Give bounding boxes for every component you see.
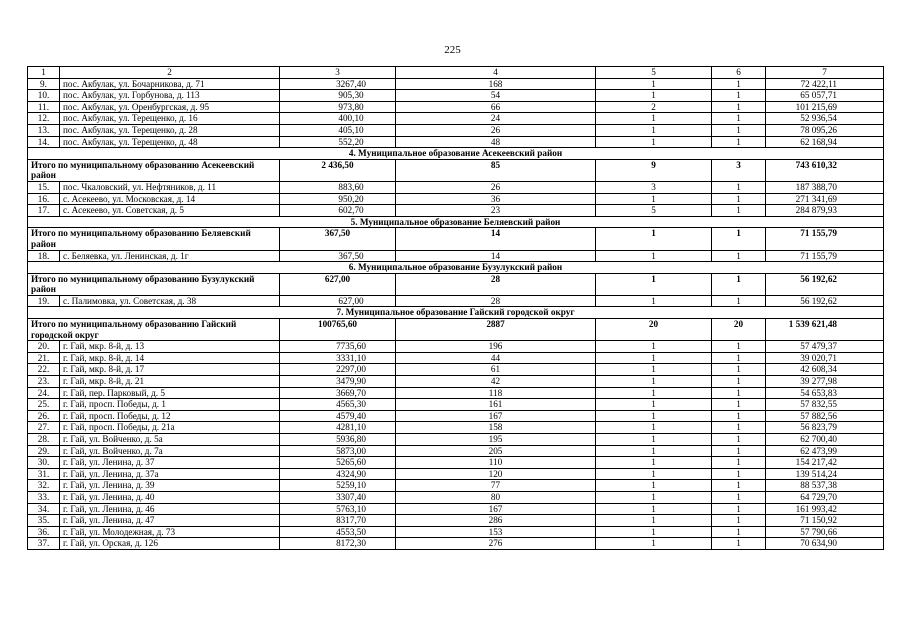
- area-cell: 8172,30: [280, 538, 396, 550]
- area-cell: 3331,10: [280, 352, 396, 364]
- table-row: [28, 78, 884, 90]
- lifts-cell: 5: [596, 205, 712, 217]
- count-cell: 1: [712, 341, 766, 353]
- table-row: [28, 341, 884, 353]
- cost-cell: 284 879,93: [766, 205, 884, 217]
- cost-cell: 271 341,69: [766, 193, 884, 205]
- total-lifts: 1: [596, 228, 712, 250]
- address-cell: пос. Акбулак, ул. Бочарникова, д. 71: [60, 78, 280, 90]
- cost-cell: 187 388,70: [766, 181, 884, 193]
- address-cell: г. Гай, ул. Ленина, д. 40: [60, 491, 280, 503]
- row-number-cell: 9.: [28, 78, 60, 90]
- count-cell: 1: [712, 434, 766, 446]
- lifts-cell: 3: [596, 181, 712, 193]
- lifts-cell: 1: [596, 457, 712, 469]
- address-cell: г. Гай, пер. Парковый, д. 5: [60, 387, 280, 399]
- area-cell: 905,30: [280, 90, 396, 102]
- lifts-cell: 1: [596, 90, 712, 102]
- column-header: 4: [396, 67, 596, 79]
- area-cell: 3669,70: [280, 387, 396, 399]
- table-row: [28, 250, 884, 262]
- lifts-cell: 1: [596, 124, 712, 136]
- table-row: [28, 376, 884, 388]
- cost-cell: 56 192,62: [766, 295, 884, 307]
- cost-cell: 71 155,79: [766, 250, 884, 262]
- residents-cell: 286: [396, 515, 596, 527]
- residents-cell: 14: [396, 250, 596, 262]
- area-cell: 3479,90: [280, 376, 396, 388]
- table-row: [28, 422, 884, 434]
- table-row: [28, 445, 884, 457]
- row-number-cell: 27.: [28, 422, 60, 434]
- count-cell: 1: [712, 113, 766, 125]
- row-number-cell: 34.: [28, 503, 60, 515]
- page-number: 225: [444, 44, 461, 56]
- lifts-cell: 1: [596, 78, 712, 90]
- cost-cell: 56 823,79: [766, 422, 884, 434]
- residents-cell: 23: [396, 205, 596, 217]
- section-row: [28, 307, 884, 319]
- lifts-cell: 1: [596, 434, 712, 446]
- cost-cell: 54 653,83: [766, 387, 884, 399]
- section-title: 5. Муниципальное образование Беляевский район: [28, 216, 884, 228]
- residents-cell: 161: [396, 399, 596, 411]
- cost-cell: 154 217,42: [766, 457, 884, 469]
- area-cell: 5259,10: [280, 480, 396, 492]
- address-cell: г. Гай, мкр. 8-й, д. 13: [60, 341, 280, 353]
- total-count: 1: [712, 228, 766, 250]
- row-number-cell: 21.: [28, 352, 60, 364]
- table-row: [28, 410, 884, 422]
- column-header: 5: [596, 67, 712, 79]
- row-number-cell: 29.: [28, 445, 60, 457]
- address-cell: пос. Акбулак, ул. Терещенко, д. 28: [60, 124, 280, 136]
- area-cell: 405,10: [280, 124, 396, 136]
- address-cell: пос. Акбулак, ул. Горбунова, д. 113: [60, 90, 280, 102]
- lifts-cell: 1: [596, 410, 712, 422]
- cost-cell: 161 993,42: [766, 503, 884, 515]
- row-number-cell: 19.: [28, 295, 60, 307]
- count-cell: 1: [712, 399, 766, 411]
- cost-cell: 78 095,26: [766, 124, 884, 136]
- address-cell: пос. Акбулак, ул. Терещенко, д. 48: [60, 136, 280, 148]
- total-residents: 14: [396, 228, 596, 250]
- row-number-cell: 22.: [28, 364, 60, 376]
- column-header: 7: [766, 67, 884, 79]
- lifts-cell: 1: [596, 515, 712, 527]
- row-number-cell: 23.: [28, 376, 60, 388]
- lifts-cell: 1: [596, 491, 712, 503]
- address-cell: пос. Акбулак, ул. Оренбургская, д. 95: [60, 101, 280, 113]
- address-cell: г. Гай, ул. Ленина, д. 47: [60, 515, 280, 527]
- area-cell: 973,80: [280, 101, 396, 113]
- count-cell: 1: [712, 250, 766, 262]
- section-row: [28, 262, 884, 274]
- total-lifts: 1: [596, 273, 712, 295]
- row-number-cell: 36.: [28, 526, 60, 538]
- cost-cell: 39 020,71: [766, 352, 884, 364]
- row-number-cell: 25.: [28, 399, 60, 411]
- lifts-cell: 1: [596, 526, 712, 538]
- count-cell: 1: [712, 124, 766, 136]
- row-number-cell: 26.: [28, 410, 60, 422]
- row-number-cell: 13.: [28, 124, 60, 136]
- lifts-cell: 1: [596, 399, 712, 411]
- total-cost: 56 192,62: [766, 273, 884, 295]
- total-label: Итого по муниципальному образованию Бузулукский район: [28, 273, 280, 295]
- residents-cell: 77: [396, 480, 596, 492]
- table-row: [28, 364, 884, 376]
- lifts-cell: 1: [596, 113, 712, 125]
- area-cell: 4565,30: [280, 399, 396, 411]
- residents-cell: 48: [396, 136, 596, 148]
- total-row: [28, 319, 884, 341]
- area-cell: 627,00: [280, 295, 396, 307]
- total-label: Итого по муниципальному образованию Беляевский район: [28, 228, 280, 250]
- table-row: [28, 193, 884, 205]
- column-header: 2: [60, 67, 280, 79]
- residents-cell: 54: [396, 90, 596, 102]
- address-cell: г. Гай, мкр. 8-й, д. 14: [60, 352, 280, 364]
- count-cell: 1: [712, 526, 766, 538]
- residents-cell: 195: [396, 434, 596, 446]
- area-cell: 400,10: [280, 113, 396, 125]
- row-number-cell: 17.: [28, 205, 60, 217]
- row-number-cell: 10.: [28, 90, 60, 102]
- total-residents: 85: [396, 159, 596, 181]
- area-cell: 3307,40: [280, 491, 396, 503]
- area-cell: 5873,00: [280, 445, 396, 457]
- area-cell: 883,60: [280, 181, 396, 193]
- address-cell: г. Гай, просп. Победы, д. 1: [60, 399, 280, 411]
- cost-cell: 57 832,55: [766, 399, 884, 411]
- residents-cell: 110: [396, 457, 596, 469]
- cost-cell: 42 608,34: [766, 364, 884, 376]
- lifts-cell: 1: [596, 364, 712, 376]
- table-row: [28, 90, 884, 102]
- count-cell: 1: [712, 352, 766, 364]
- lifts-cell: 1: [596, 352, 712, 364]
- total-residents: 28: [396, 273, 596, 295]
- lifts-cell: 1: [596, 480, 712, 492]
- residents-cell: 276: [396, 538, 596, 550]
- lifts-cell: 1: [596, 538, 712, 550]
- count-cell: 1: [712, 515, 766, 527]
- lifts-cell: 1: [596, 445, 712, 457]
- area-cell: 2297,00: [280, 364, 396, 376]
- cost-cell: 88 537,38: [766, 480, 884, 492]
- residents-cell: 158: [396, 422, 596, 434]
- table-row: [28, 468, 884, 480]
- table-row: [28, 387, 884, 399]
- address-cell: г. Гай, ул. Ленина, д. 39: [60, 480, 280, 492]
- count-cell: 1: [712, 181, 766, 193]
- lifts-cell: 1: [596, 341, 712, 353]
- area-cell: 8317,70: [280, 515, 396, 527]
- row-number-cell: 35.: [28, 515, 60, 527]
- section-title: 4. Муниципальное образование Асекеевский район: [28, 148, 884, 160]
- total-label: Итого по муниципальному образованию Гайский городской округ: [28, 319, 280, 341]
- cost-cell: 72 422,11: [766, 78, 884, 90]
- area-cell: 4281,10: [280, 422, 396, 434]
- count-cell: 1: [712, 193, 766, 205]
- table-row: [28, 136, 884, 148]
- address-cell: г. Гай, просп. Победы, д. 12: [60, 410, 280, 422]
- count-cell: 1: [712, 387, 766, 399]
- count-cell: 1: [712, 205, 766, 217]
- address-cell: г. Гай, ул. Молодежная, д. 73: [60, 526, 280, 538]
- row-number-cell: 24.: [28, 387, 60, 399]
- row-number-cell: 11.: [28, 101, 60, 113]
- cost-cell: 71 150,92: [766, 515, 884, 527]
- address-cell: г. Гай, мкр. 8-й, д. 21: [60, 376, 280, 388]
- area-cell: 4324,90: [280, 468, 396, 480]
- row-number-cell: 14.: [28, 136, 60, 148]
- cost-cell: 52 936,54: [766, 113, 884, 125]
- table-row: [28, 205, 884, 217]
- address-cell: пос. Акбулак, ул. Терещенко, д. 16: [60, 113, 280, 125]
- count-cell: 1: [712, 364, 766, 376]
- total-area: 100765,60: [280, 319, 396, 341]
- row-number-cell: 37.: [28, 538, 60, 550]
- address-cell: г. Гай, мкр. 8-й, д. 17: [60, 364, 280, 376]
- count-cell: 1: [712, 491, 766, 503]
- row-number-cell: 31.: [28, 468, 60, 480]
- address-cell: г. Гай, ул. Ленина, д. 37: [60, 457, 280, 469]
- row-number-cell: 28.: [28, 434, 60, 446]
- count-cell: 1: [712, 90, 766, 102]
- table-row: [28, 515, 884, 527]
- residents-cell: 61: [396, 364, 596, 376]
- row-number-cell: 18.: [28, 250, 60, 262]
- address-cell: г. Гай, ул. Войченко, д. 5а: [60, 434, 280, 446]
- total-count: 20: [712, 319, 766, 341]
- lifts-cell: 1: [596, 193, 712, 205]
- cost-cell: 62 473,99: [766, 445, 884, 457]
- total-lifts: 9: [596, 159, 712, 181]
- total-cost: 71 155,79: [766, 228, 884, 250]
- cost-cell: 70 634,90: [766, 538, 884, 550]
- row-number-cell: 32.: [28, 480, 60, 492]
- table-row: [28, 538, 884, 550]
- address-cell: с. Асекеево, ул. Советская, д. 5: [60, 205, 280, 217]
- residents-cell: 167: [396, 410, 596, 422]
- residents-cell: 42: [396, 376, 596, 388]
- cost-cell: 62 700,40: [766, 434, 884, 446]
- count-cell: 1: [712, 376, 766, 388]
- residents-cell: 120: [396, 468, 596, 480]
- section-title: 6. Муниципальное образование Бузулукский район: [28, 262, 884, 274]
- residents-cell: 118: [396, 387, 596, 399]
- count-cell: 1: [712, 101, 766, 113]
- row-number-cell: 12.: [28, 113, 60, 125]
- table-row: [28, 503, 884, 515]
- count-cell: 1: [712, 295, 766, 307]
- cost-cell: 57 479,37: [766, 341, 884, 353]
- cost-cell: 62 168,94: [766, 136, 884, 148]
- table-row: [28, 434, 884, 446]
- cost-cell: 139 514,24: [766, 468, 884, 480]
- row-number-cell: 20.: [28, 341, 60, 353]
- address-cell: пос. Чкаловский, ул. Нефтяников, д. 11: [60, 181, 280, 193]
- lifts-cell: 1: [596, 250, 712, 262]
- total-row: [28, 228, 884, 250]
- total-area: 367,50: [280, 228, 396, 250]
- total-label: Итого по муниципальному образованию Асекеевский район: [28, 159, 280, 181]
- section-title: 7. Муниципальное образование Гайский городской округ: [28, 307, 884, 319]
- lifts-cell: 1: [596, 136, 712, 148]
- address-cell: г. Гай, просп. Победы, д. 21а: [60, 422, 280, 434]
- total-row: [28, 159, 884, 181]
- count-cell: 1: [712, 136, 766, 148]
- residents-cell: 44: [396, 352, 596, 364]
- table-row: [28, 295, 884, 307]
- table-row: [28, 457, 884, 469]
- table-row: [28, 113, 884, 125]
- total-lifts: 20: [596, 319, 712, 341]
- section-row: [28, 148, 884, 160]
- residents-cell: 167: [396, 503, 596, 515]
- row-number-cell: 15.: [28, 181, 60, 193]
- lifts-cell: 1: [596, 468, 712, 480]
- column-header: 6: [712, 67, 766, 79]
- area-cell: 602,70: [280, 205, 396, 217]
- residents-cell: 36: [396, 193, 596, 205]
- header-row: [28, 67, 884, 79]
- column-header: 1: [28, 67, 60, 79]
- lifts-cell: 1: [596, 422, 712, 434]
- data-table: [27, 66, 884, 550]
- table-row: [28, 124, 884, 136]
- table-row: [28, 480, 884, 492]
- residents-cell: 66: [396, 101, 596, 113]
- cost-cell: 65 057,71: [766, 90, 884, 102]
- row-number-cell: 16.: [28, 193, 60, 205]
- row-number-cell: 33.: [28, 491, 60, 503]
- table-row: [28, 491, 884, 503]
- total-count: 1: [712, 273, 766, 295]
- count-cell: 1: [712, 422, 766, 434]
- count-cell: 1: [712, 480, 766, 492]
- address-cell: г. Гай, ул. Орская, д. 126: [60, 538, 280, 550]
- total-residents: 2887: [396, 319, 596, 341]
- count-cell: 1: [712, 445, 766, 457]
- column-header: 3: [280, 67, 396, 79]
- lifts-cell: 1: [596, 387, 712, 399]
- area-cell: 552,20: [280, 136, 396, 148]
- area-cell: 5763,10: [280, 503, 396, 515]
- area-cell: 7735,60: [280, 341, 396, 353]
- lifts-cell: 2: [596, 101, 712, 113]
- residents-cell: 26: [396, 124, 596, 136]
- area-cell: 3267,40: [280, 78, 396, 90]
- area-cell: 5936,80: [280, 434, 396, 446]
- table-row: [28, 352, 884, 364]
- total-count: 3: [712, 159, 766, 181]
- total-area: 2 436,50: [280, 159, 396, 181]
- count-cell: 1: [712, 538, 766, 550]
- total-area: 627,00: [280, 273, 396, 295]
- table-row: [28, 101, 884, 113]
- lifts-cell: 1: [596, 376, 712, 388]
- area-cell: 367,50: [280, 250, 396, 262]
- count-cell: 1: [712, 410, 766, 422]
- residents-cell: 168: [396, 78, 596, 90]
- total-row: [28, 273, 884, 295]
- lifts-cell: 1: [596, 503, 712, 515]
- cost-cell: 101 215,69: [766, 101, 884, 113]
- lifts-cell: 1: [596, 295, 712, 307]
- area-cell: 950,20: [280, 193, 396, 205]
- table-row: [28, 181, 884, 193]
- residents-cell: 26: [396, 181, 596, 193]
- count-cell: 1: [712, 503, 766, 515]
- cost-cell: 57 882,56: [766, 410, 884, 422]
- total-cost: 743 610,32: [766, 159, 884, 181]
- count-cell: 1: [712, 468, 766, 480]
- residents-cell: 28: [396, 295, 596, 307]
- residents-cell: 80: [396, 491, 596, 503]
- address-cell: г. Гай, ул. Войченко, д. 7а: [60, 445, 280, 457]
- address-cell: с. Беляевка, ул. Ленинская, д. 1г: [60, 250, 280, 262]
- cost-cell: 64 729,70: [766, 491, 884, 503]
- address-cell: г. Гай, ул. Ленина, д. 37а: [60, 468, 280, 480]
- cost-cell: 57 790,66: [766, 526, 884, 538]
- residents-cell: 205: [396, 445, 596, 457]
- section-row: [28, 216, 884, 228]
- area-cell: 5265,60: [280, 457, 396, 469]
- count-cell: 1: [712, 78, 766, 90]
- table-row: [28, 526, 884, 538]
- count-cell: 1: [712, 457, 766, 469]
- area-cell: 4553,50: [280, 526, 396, 538]
- total-cost: 1 539 621,48: [766, 319, 884, 341]
- residents-cell: 153: [396, 526, 596, 538]
- address-cell: с. Асекеево, ул. Московская, д. 14: [60, 193, 280, 205]
- area-cell: 4579,40: [280, 410, 396, 422]
- cost-cell: 39 277,98: [766, 376, 884, 388]
- residents-cell: 196: [396, 341, 596, 353]
- row-number-cell: 30.: [28, 457, 60, 469]
- table-row: [28, 399, 884, 411]
- address-cell: с. Палимовка, ул. Советская, д. 38: [60, 295, 280, 307]
- address-cell: г. Гай, ул. Ленина, д. 46: [60, 503, 280, 515]
- residents-cell: 24: [396, 113, 596, 125]
